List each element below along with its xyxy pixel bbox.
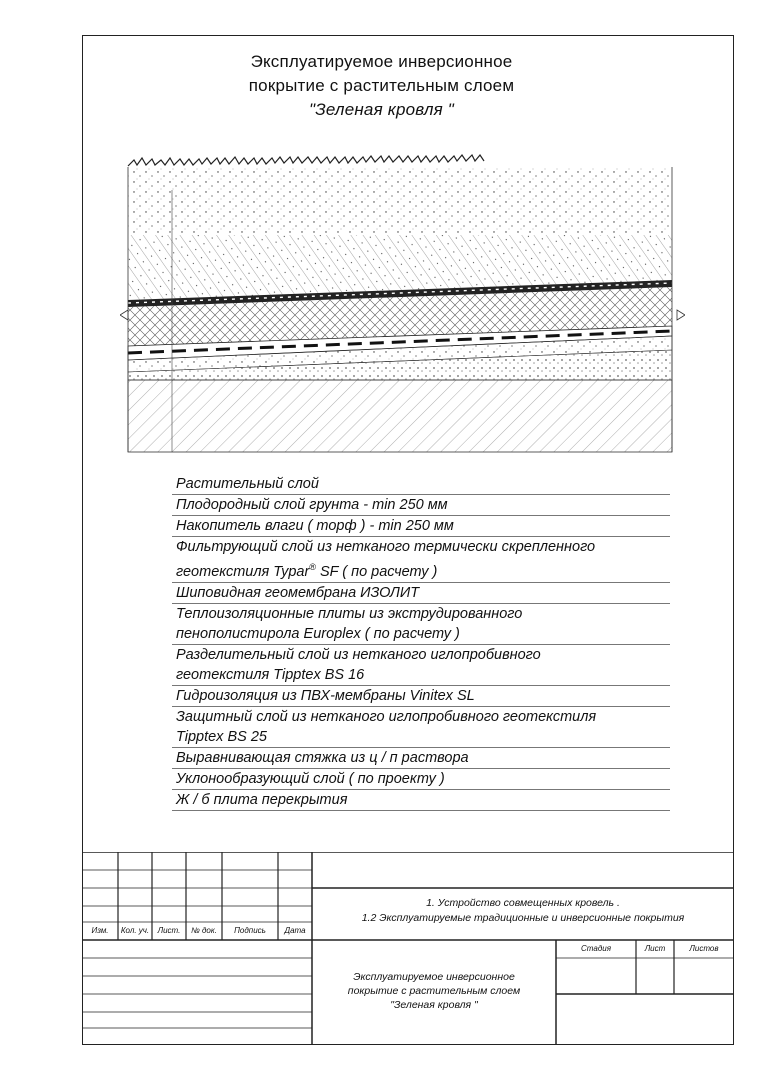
roof-cross-section <box>120 150 685 460</box>
title-line-1: Эксплуатируемое инверсионное <box>250 52 513 71</box>
legend-text: Накопитель влаги ( торф ) - min 250 мм <box>176 518 454 534</box>
legend-text: Выравнивающая стяжка из ц / п раствора <box>176 749 469 766</box>
legend-text: Растительный слой <box>176 476 319 492</box>
project-line-1: 1. Устройство совмещенных кровель . <box>426 897 620 909</box>
title-line-3: "Зеленая кровля " <box>308 100 455 119</box>
legend-row <box>172 516 670 537</box>
legend-text: Ж / б плита перекрытия <box>176 791 348 808</box>
title-block <box>82 852 734 1045</box>
project-line-2: 1.2 Эксплуатируемые традиционные и инверсионные покрытия <box>361 912 685 924</box>
legend-row <box>172 686 670 707</box>
legend-row <box>172 583 670 604</box>
legend-text: пенополистирола Europlex ( по расчету ) <box>176 625 460 642</box>
legend-text: Разделительный слой из нетканого иглопробивного <box>176 646 541 663</box>
legend-row <box>172 474 670 495</box>
legend-row <box>172 707 670 748</box>
sheet-title-line-1: Эксплуатируемое инверсионное <box>353 971 515 983</box>
sheet-title-line-3: "Зеленая кровля " <box>390 999 478 1011</box>
legend-row <box>172 604 670 645</box>
legend-text: геотекстиля Tipptex BS 16 <box>176 666 365 683</box>
header-date: Дата <box>284 926 306 935</box>
project-title <box>312 896 734 926</box>
concrete-slab <box>128 380 672 452</box>
legend-row <box>172 769 670 790</box>
header-kol-uch: Кол. уч. <box>120 926 150 935</box>
legend-row <box>172 645 670 686</box>
legend-text: Теплоизоляционные плиты из экструдированного <box>176 605 523 622</box>
header-list: Лист. <box>157 926 181 935</box>
vegetation-layer <box>128 155 484 166</box>
sheet-title <box>312 970 556 1012</box>
drawing-title <box>0 50 763 122</box>
header-izm: Изм. <box>91 926 109 935</box>
header-signature: Подпись <box>234 926 266 935</box>
legend-text: Гидроизоляция из ПВХ-мембраны Vinitex SL <box>176 687 475 704</box>
legend-text: Tipptex BS 25 <box>176 728 267 745</box>
layers-legend <box>172 474 670 811</box>
legend-text: геотекстиля Typar® SF ( по расчету ) <box>176 562 438 580</box>
sheets-label: Листов <box>689 944 719 953</box>
legend-row <box>172 790 670 811</box>
header-doc-number: № док. <box>191 926 217 935</box>
sheet-title-line-2: покрытие с растительным слоем <box>347 985 521 997</box>
title-line-2: покрытие с растительным слоем <box>248 76 515 95</box>
legend-row <box>172 495 670 516</box>
legend-text: Уклонообразующий слой ( по проекту ) <box>176 770 445 787</box>
soil-layer <box>128 167 672 235</box>
legend-text: Плодородный слой грунта - min 250 мм <box>176 497 448 513</box>
legend-text: Защитный слой из нетканого иглопробивного геотекстиля <box>176 708 597 725</box>
legend-text: Фильтрующий слой из нетканого термически скрепленного <box>176 539 596 555</box>
legend-row <box>172 537 670 583</box>
legend-text: Шиповидная геомембрана ИЗОЛИТ <box>176 584 420 601</box>
sheet-label: Лист <box>644 944 666 953</box>
legend-row <box>172 748 670 769</box>
stage-label: Стадия <box>581 944 611 953</box>
